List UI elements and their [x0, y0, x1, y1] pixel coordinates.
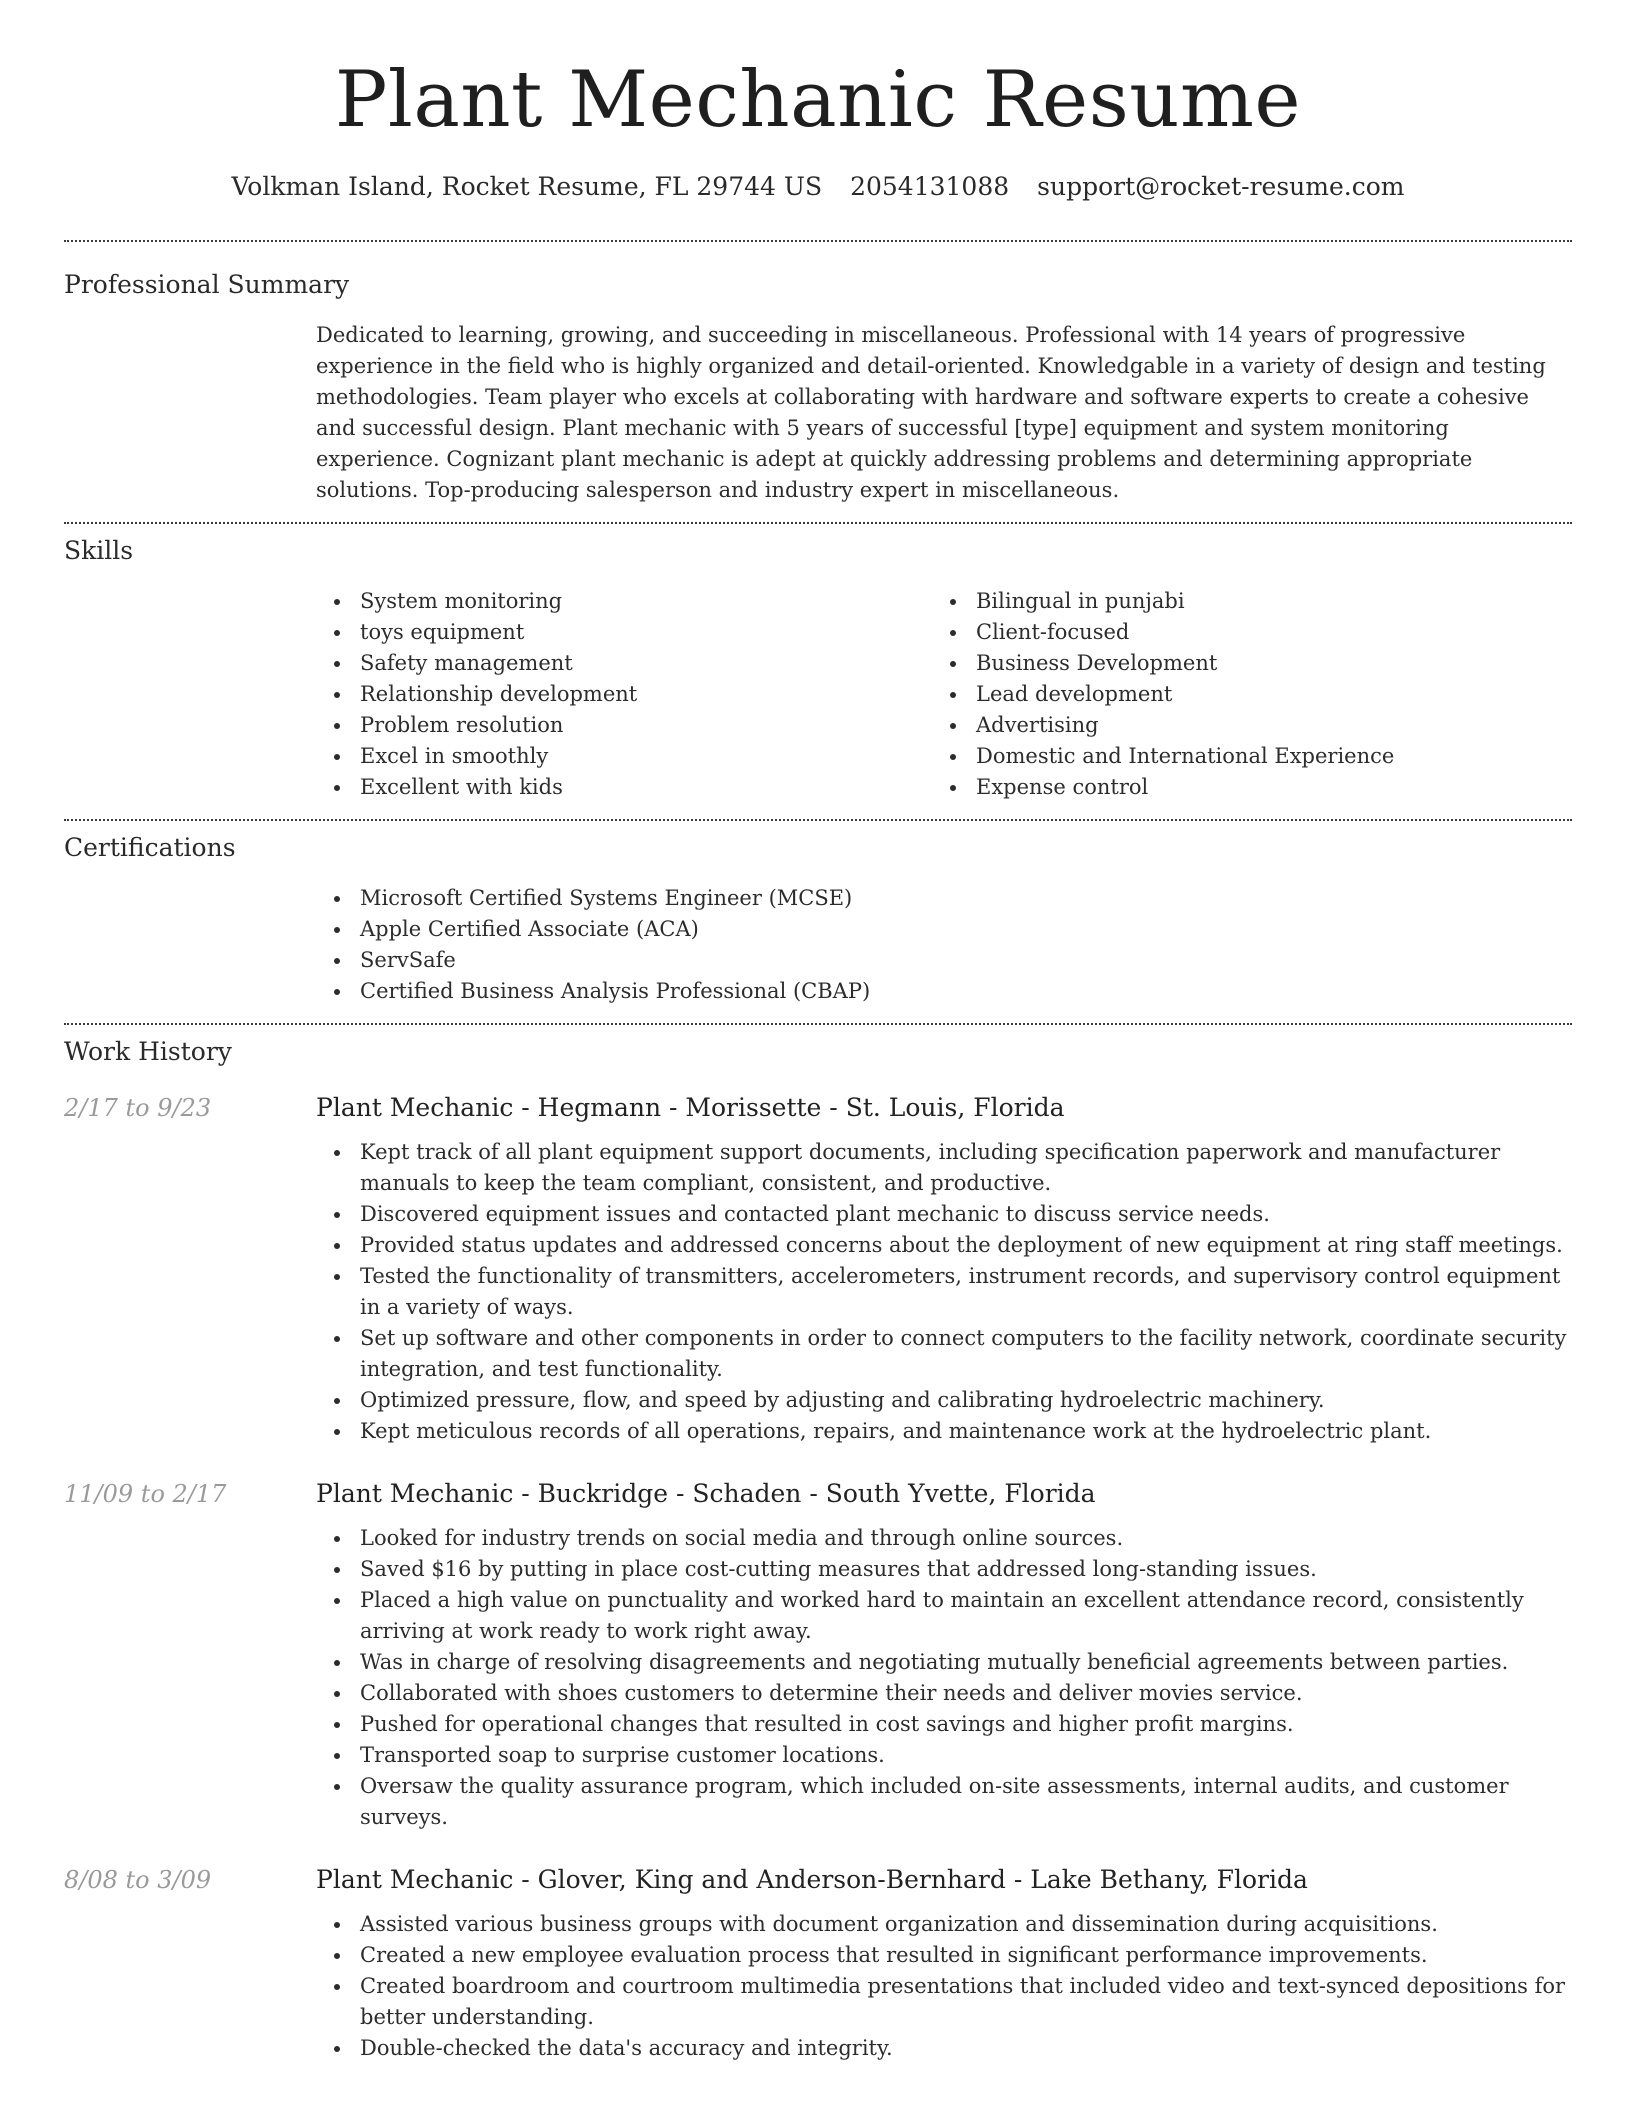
work-history-section	[64, 1035, 1572, 2064]
certifications-section	[64, 831, 1572, 1007]
certifications-heading: Certifications	[64, 833, 236, 862]
job-bullet: Oversaw the quality assurance program, which included on-site assessments, internal audits, and customer surveys.	[360, 1771, 1572, 1833]
certification-item: Apple Certified Associate (ACA)	[360, 914, 1572, 945]
summary-text: Dedicated to learning, growing, and succeeding in miscellaneous. Professional with 14 years of progressive experience in the field who is highly organized and detail-oriented. Knowledgable in a variety of design and testing methodologies. Team player who excels at collaborating with hardware and software experts to create a cohesive and successful design. Plant mechanic with 5 years of successful [type] equipment and system monitoring experience. Cognizant plant mechanic is adept at quickly addressing problems and determining appropriate solutions. Top-producing salesperson and industry expert in miscellaneous.	[316, 323, 1546, 502]
job-bullet: Transported soap to surprise customer locations.	[360, 1740, 1572, 1771]
skill-item: Problem resolution	[360, 710, 932, 741]
skills-section	[64, 534, 1572, 803]
skills-list-right	[932, 586, 1548, 803]
skill-item: Expense control	[976, 772, 1548, 803]
divider	[64, 819, 1572, 821]
job-bullet: Kept meticulous records of all operations, repairs, and maintenance work at the hydroelectric plant.	[360, 1416, 1572, 1447]
job-bullet: Created a new employee evaluation process that resulted in significant performance improvements.	[360, 1940, 1572, 1971]
phone: 2054131088	[850, 172, 1010, 201]
job-entry	[64, 1477, 1572, 1833]
job-dates: 8/08 to 3/09	[64, 1866, 212, 1894]
job-bullet: Placed a high value on punctuality and worked hard to maintain an excellent attendance record, consistently arriving at work ready to work right away.	[360, 1585, 1572, 1647]
certification-item: Microsoft Certified Systems Engineer (MCSE)	[360, 883, 1572, 914]
certification-item: ServSafe	[360, 945, 1572, 976]
certifications-list	[316, 883, 1572, 1007]
work-history-heading: Work History	[64, 1037, 232, 1066]
skill-item: Business Development	[976, 648, 1548, 679]
resume-title: Plant Mechanic Resume	[334, 55, 1302, 145]
divider	[64, 1023, 1572, 1025]
job-bullet: Tested the functionality of transmitters, accelerometers, instrument records, and supervisory control equipment in a variety of ways.	[360, 1261, 1572, 1323]
contact-line	[64, 170, 1572, 204]
job-bullets	[316, 1137, 1572, 1447]
job-bullet: Discovered equipment issues and contacted plant mechanic to discuss service needs.	[360, 1199, 1572, 1230]
skill-item: Relationship development	[360, 679, 932, 710]
address: Volkman Island, Rocket Resume, FL 29744 US	[231, 172, 823, 201]
skills-list-left	[316, 586, 932, 803]
job-bullets	[316, 1909, 1572, 2064]
divider	[64, 522, 1572, 524]
email: support@rocket-resume.com	[1037, 172, 1405, 201]
skill-item: Domestic and International Experience	[976, 741, 1548, 772]
certification-item: Certified Business Analysis Professional (CBAP)	[360, 976, 1572, 1007]
job-bullet: Assisted various business groups with document organization and dissemination during acquisitions.	[360, 1909, 1572, 1940]
job-bullet: Looked for industry trends on social media and through online sources.	[360, 1523, 1572, 1554]
job-bullet: Was in charge of resolving disagreements and negotiating mutually beneficial agreements between parties.	[360, 1647, 1572, 1678]
skill-item: Client-focused	[976, 617, 1548, 648]
job-title: Plant Mechanic - Buckridge - Schaden - South Yvette, Florida	[316, 1479, 1096, 1508]
job-dates: 11/09 to 2/17	[64, 1480, 227, 1508]
skill-item: toys equipment	[360, 617, 932, 648]
resume-page	[64, 0, 1572, 2064]
job-title: Plant Mechanic - Hegmann - Morissette - St. Louis, Florida	[316, 1093, 1065, 1122]
skill-item: System monitoring	[360, 586, 932, 617]
job-bullet: Pushed for operational changes that resulted in cost savings and higher profit margins.	[360, 1709, 1572, 1740]
job-entry	[64, 1863, 1572, 2064]
summary-section	[64, 268, 1572, 506]
skill-item: Excel in smoothly	[360, 741, 932, 772]
job-bullet: Optimized pressure, flow, and speed by adjusting and calibrating hydroelectric machinery.	[360, 1385, 1572, 1416]
job-bullet: Kept track of all plant equipment support documents, including specification paperwork and manufacturer manuals to keep the team compliant, consistent, and productive.	[360, 1137, 1572, 1199]
skill-item: Excellent with kids	[360, 772, 932, 803]
job-title: Plant Mechanic - Glover, King and Anderson-Bernhard - Lake Bethany, Florida	[316, 1865, 1308, 1894]
job-entry	[64, 1091, 1572, 1447]
job-bullet: Created boardroom and courtroom multimedia presentations that included video and text-synced depositions for better understanding.	[360, 1971, 1572, 2033]
job-bullet: Provided status updates and addressed concerns about the deployment of new equipment at ring staff meetings.	[360, 1230, 1572, 1261]
job-bullet: Saved $16 by putting in place cost-cutting measures that addressed long-standing issues.	[360, 1554, 1572, 1585]
skill-item: Lead development	[976, 679, 1548, 710]
skill-item: Safety management	[360, 648, 932, 679]
divider	[64, 240, 1572, 242]
job-bullet: Collaborated with shoes customers to determine their needs and deliver movies service.	[360, 1678, 1572, 1709]
skill-item: Advertising	[976, 710, 1548, 741]
skill-item: Bilingual in punjabi	[976, 586, 1548, 617]
job-bullet: Set up software and other components in order to connect computers to the facility network, coordinate security integration, and test functionality.	[360, 1323, 1572, 1385]
job-dates: 2/17 to 9/23	[64, 1094, 212, 1122]
job-bullets	[316, 1523, 1572, 1833]
summary-heading: Professional Summary	[64, 270, 350, 299]
job-bullet: Double-checked the data's accuracy and integrity.	[360, 2033, 1572, 2064]
skills-heading: Skills	[64, 536, 134, 565]
